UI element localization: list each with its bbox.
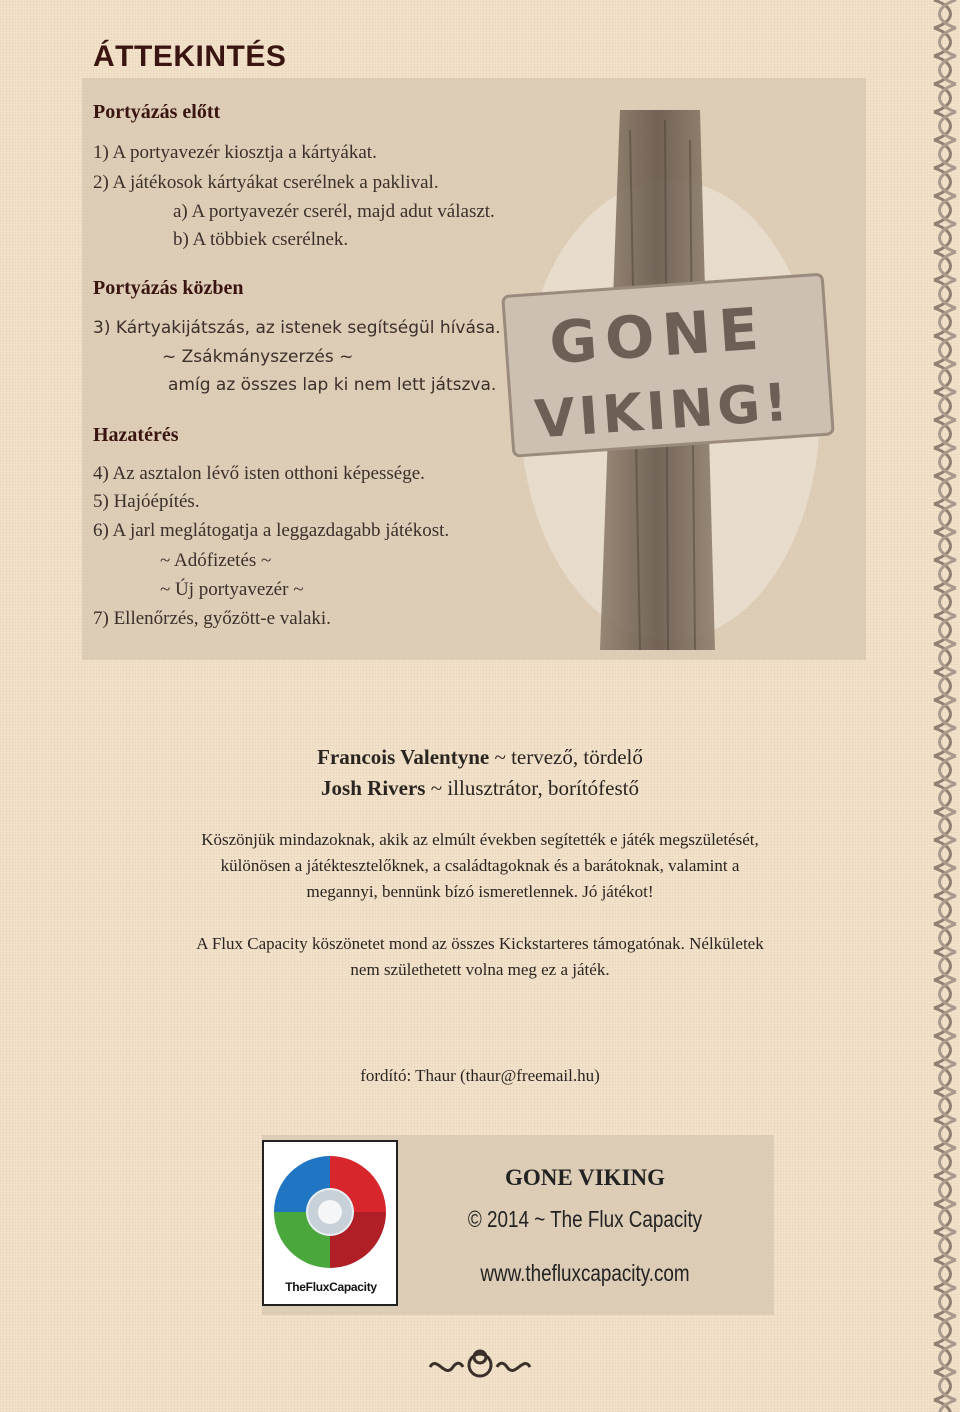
game-name: GONE VIKING: [505, 1165, 665, 1190]
page-title: ÁTTEKINTÉS: [93, 40, 287, 73]
flux-capacity-logo-icon: [264, 1146, 396, 1278]
section-title-return-home: Hazatérés: [93, 424, 179, 446]
illustrator-role: ~ illusztrátor, borítófestő: [425, 776, 639, 800]
ornament-icon: [425, 1345, 535, 1385]
overview-line: 7) Ellenőrzés, győzött-e valaki.: [93, 608, 331, 629]
overview-line: 2) A játékosok kártyákat cserélnek a paklival.: [93, 172, 439, 193]
overview-line: 1) A portyavezér kiosztja a kártyákat.: [93, 142, 377, 163]
copyright: © 2014 ~ The Flux Capacity: [467, 1206, 703, 1232]
overview-line: a) A portyavezér cserél, majd adut választ.: [173, 201, 495, 222]
designer-credit: [0, 745, 960, 770]
designer-name: Francois Valentyne: [317, 745, 490, 769]
illustrator-name: Josh Rivers: [321, 776, 426, 800]
overview-line: b) A többiek cserélnek.: [173, 229, 349, 250]
thanks-line: különösen a játéktesztelőknek, a családtagoknak és a barátoknak, valamint a: [220, 856, 740, 875]
illustrator-credit: [0, 776, 960, 801]
kickstarter-line: A Flux Capacity köszönetet mond az összes Kickstarteres támogatónak. Nélkületek: [196, 934, 764, 953]
thanks-line: megannyi, bennünk bízó ismeretlennek. Jó játékot!: [306, 882, 654, 901]
website-link[interactable]: www.thefluxcapacity.com: [480, 1260, 690, 1286]
designer-role: ~ tervező, tördelő: [489, 745, 643, 769]
flux-capacity-logo: [262, 1140, 398, 1306]
overview-line: 5) Hajóépítés.: [93, 491, 200, 512]
sign-text-line2: VIKING!: [532, 372, 794, 451]
overview-line: ~ Zsákmányszerzés ~: [162, 347, 354, 367]
kickstarter-line: nem születhetett volna meg ez a játék.: [350, 960, 610, 979]
sign-text-line1: GONE: [547, 294, 769, 378]
overview-line: 6) A jarl meglátogatja a leggazdagabb játékost.: [93, 520, 450, 541]
overview-line: 4) Az asztalon lévő isten otthoni képessége.: [93, 463, 425, 484]
translator-credit: fordító: Thaur (thaur@freemail.hu): [360, 1066, 600, 1085]
overview-line: ~ Új portyavezér ~: [160, 579, 304, 600]
overview-line: amíg az összes lap ki nem lett játszva.: [168, 375, 497, 395]
braided-border: [930, 0, 960, 1412]
overview-line: 3) Kártyakijátszás, az istenek segítségül hívása.: [93, 318, 501, 338]
overview-line: ~ Adófizetés ~: [160, 550, 272, 571]
logo-wordmark: TheFluxCapacity: [285, 1280, 377, 1294]
thanks-line: Köszönjük mindazoknak, akik az elmúlt években segítették e játék megszületését,: [201, 830, 759, 849]
section-title-during-raid: Portyázás közben: [93, 277, 244, 299]
gone-viking-sign-illustration: [500, 110, 840, 650]
section-title-before-raid: Portyázás előtt: [93, 101, 221, 123]
